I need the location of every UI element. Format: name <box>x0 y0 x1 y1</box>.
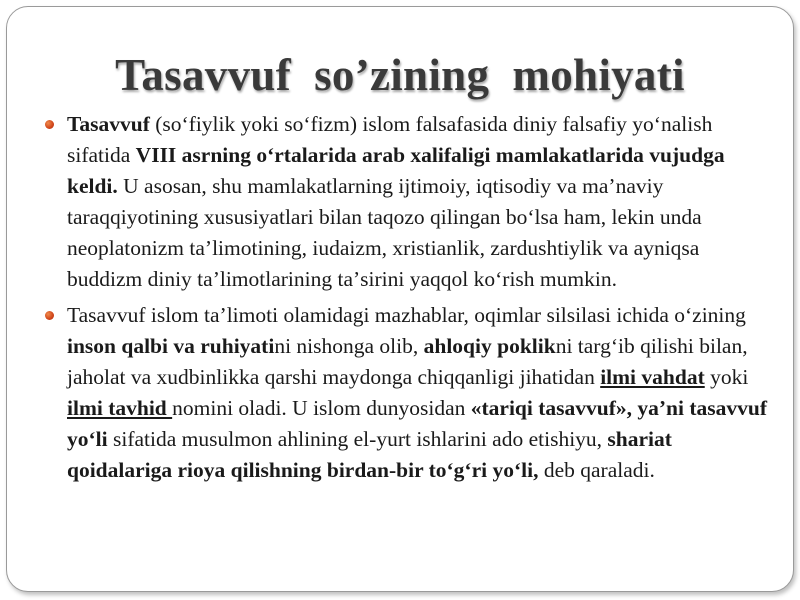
seg: ni nishonga olib, <box>274 334 424 358</box>
seg: Tasavvuf <box>67 112 150 136</box>
seg: ahloqiy poklik <box>423 334 556 358</box>
bullet-paragraph-2 <box>45 300 775 486</box>
seg: U asosan, shu mamlakatlarning ijtimoiy, iqtisodiy va maʼnaviy taraqqiyotining xususiyatlari bilan taqozo qilingan boʻlsa ham, lekin unda neoplatonizm taʼlimotining, iudaizm, xristianlik, zardushtiylik va ayniqsa buddizm diniy taʼlimotlarining taʼsirini yaqqol koʻrish mumkin. <box>67 174 702 291</box>
bullet-dot-icon <box>45 311 54 320</box>
seg: deb qaraladi. <box>538 458 655 482</box>
seg: ilmi tavhid <box>67 396 173 420</box>
seg: Tasavvuf islom taʼlimoti olamidagi mazhablar, oqimlar silsilasi ichida oʻzining <box>67 303 746 327</box>
seg: (soʻfiylik yoki soʻfizm) islom falsafasida diniy falsafiy yoʻnalish sifatida <box>67 112 713 167</box>
seg: «tariqi tasavvuf», yaʼni tasavvuf yoʻli <box>67 396 767 451</box>
bullet-dot-icon <box>45 120 54 129</box>
seg: shariat qoidalariga rioya qilishning birdan-bir toʻgʻri yoʻli, <box>67 427 672 482</box>
seg: ni targʻib qilishi bilan, jaholat va xudbinlikka qarshi maydonga chiqqanligi jihatidan <box>67 334 748 389</box>
seg: ilmi vahdat <box>600 365 705 389</box>
seg: sifatida musulmon ahlining el-yurt ishlarini ado etishiyu, <box>107 427 608 451</box>
slide-body <box>45 109 775 491</box>
seg: VIII asrning oʻrtalarida arab xalifaligi mamlakatlarida vujudga keldi. <box>67 143 725 198</box>
seg: yoki <box>704 365 749 389</box>
seg: inson qalbi va ruhiyati <box>67 334 275 358</box>
slide-title: Tasavvuf so’zining mohiyati <box>115 50 685 100</box>
seg: nomini oladi. U islom dunyosidan <box>172 396 471 420</box>
slide-frame <box>6 6 794 592</box>
bullet-paragraph-1 <box>45 109 775 295</box>
